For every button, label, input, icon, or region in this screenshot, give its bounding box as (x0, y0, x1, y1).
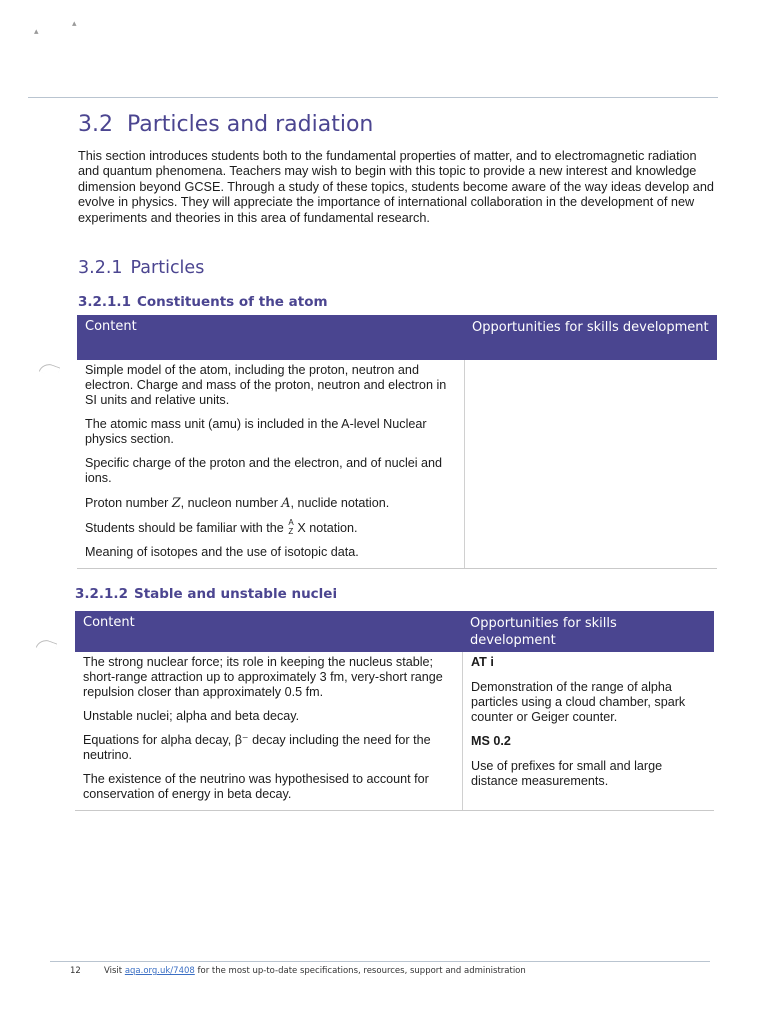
topic2-title (75, 586, 337, 602)
section-intro: This section introduces students both to the fundamental properties of matter, and to electromagnetic radiation and quantum phenomena. Teachers may wish to begin with this topic to provide a new interest and knowledge dimension beyond GCSE. Through a study of these topics, students become aware of the way ideas develop and evolve in physics. They will appreciate the importance of international collaboration in the development of new experiments and theories in this area of fundamental research. (78, 149, 714, 225)
notation-paragraph (85, 520, 456, 536)
content-paragraph: The strong nuclear force; its role in keeping the nucleus stable; short-range attraction up to approximately 3 fm, very-short range repulsion closer than approximately 0.5 fm. (83, 655, 443, 699)
scan-artifact-mark: ▴ (34, 26, 39, 36)
symbol-z: Z (171, 495, 181, 510)
element-symbol: X (297, 521, 306, 535)
footer-rule (50, 961, 710, 962)
section-title (78, 112, 373, 137)
opportunities-column-header: Opportunities for skills development (472, 320, 709, 335)
section-title-text: Particles and radiation (127, 112, 374, 137)
subsection-number: 3.2.1 (78, 258, 123, 278)
topic1-table (77, 315, 717, 569)
topic2-table-header (75, 611, 714, 652)
topic1-title (78, 294, 328, 310)
topic2-table-body (75, 652, 714, 811)
topic1-content-cell (77, 360, 465, 568)
topic1-table-body (77, 360, 717, 569)
page-number: 12 (70, 966, 81, 976)
margin-punch-mark (39, 361, 61, 378)
atomic-number-symbol: Z (288, 527, 294, 536)
topic2-title-text: Stable and unstable nuclei (133, 586, 338, 602)
symbol-a: A (281, 495, 291, 510)
scan-artifact-mark: ▴ (72, 18, 77, 28)
mass-number-symbol: A (288, 518, 294, 527)
content-paragraph: Meaning of isotopes and the use of isotopic data. (85, 545, 359, 559)
text-span: notation. (305, 521, 358, 535)
content-column-header: Content (83, 615, 135, 630)
opportunities-column-header: Opportunities for skills development (470, 616, 617, 648)
header-rule (28, 97, 718, 98)
topic1-table-header (77, 315, 717, 360)
content-paragraph: Specific charge of the proton and the electron, and of nuclei and ions. (85, 456, 443, 485)
subsection-title-text: Particles (130, 258, 205, 278)
nuclide-notation (287, 520, 297, 535)
specification-link[interactable]: aqa.org.uk/7408 (124, 966, 195, 976)
content-paragraph: The existence of the neutrino was hypothesised to account for conservation of energy in beta decay. (83, 772, 429, 801)
skill-code-at: AT i (471, 655, 494, 669)
subsection-title (78, 258, 204, 278)
skill-code-ms: MS 0.2 (471, 734, 511, 748)
content-paragraph: Unstable nuclei; alpha and beta decay. (83, 709, 300, 723)
topic1-opportunities-cell (465, 360, 717, 568)
footer-visit-text: Visit (104, 966, 123, 976)
footer-text: for the most up-to-date specifications, resources, support and administration (197, 966, 526, 976)
page-footer (70, 966, 526, 976)
text-span: , nucleon number (180, 496, 282, 510)
text-span: Students should be familiar with the (85, 521, 288, 535)
section-number: 3.2 (78, 112, 113, 137)
topic2-number: 3.2.1.2 (75, 586, 128, 602)
skill-description: Demonstration of the range of alpha particles using a cloud chamber, spark counter or Geiger counter. (471, 680, 686, 724)
text-span: Proton number (85, 496, 172, 510)
content-paragraph: The atomic mass unit (amu) is included in the A-level Nuclear physics section. (85, 417, 427, 446)
topic2-table (75, 611, 714, 811)
topic2-opportunities-cell (463, 652, 714, 810)
content-column-header: Content (85, 319, 137, 334)
topic1-number: 3.2.1.1 (78, 294, 131, 310)
topic2-content-cell (75, 652, 463, 810)
content-paragraph: Simple model of the atom, including the proton, neutron and electron. Charge and mass of the proton, neutron and electron in SI units and relative units. (85, 363, 447, 407)
proton-number-paragraph (85, 495, 456, 511)
content-paragraph: Equations for alpha decay, β⁻ decay including the need for the neutrino. (83, 733, 431, 762)
skill-description: Use of prefixes for small and large distance measurements. (471, 759, 663, 788)
text-span: , nuclide notation. (290, 496, 390, 510)
margin-punch-mark (36, 637, 58, 654)
topic1-title-text: Constituents of the atom (136, 294, 328, 310)
